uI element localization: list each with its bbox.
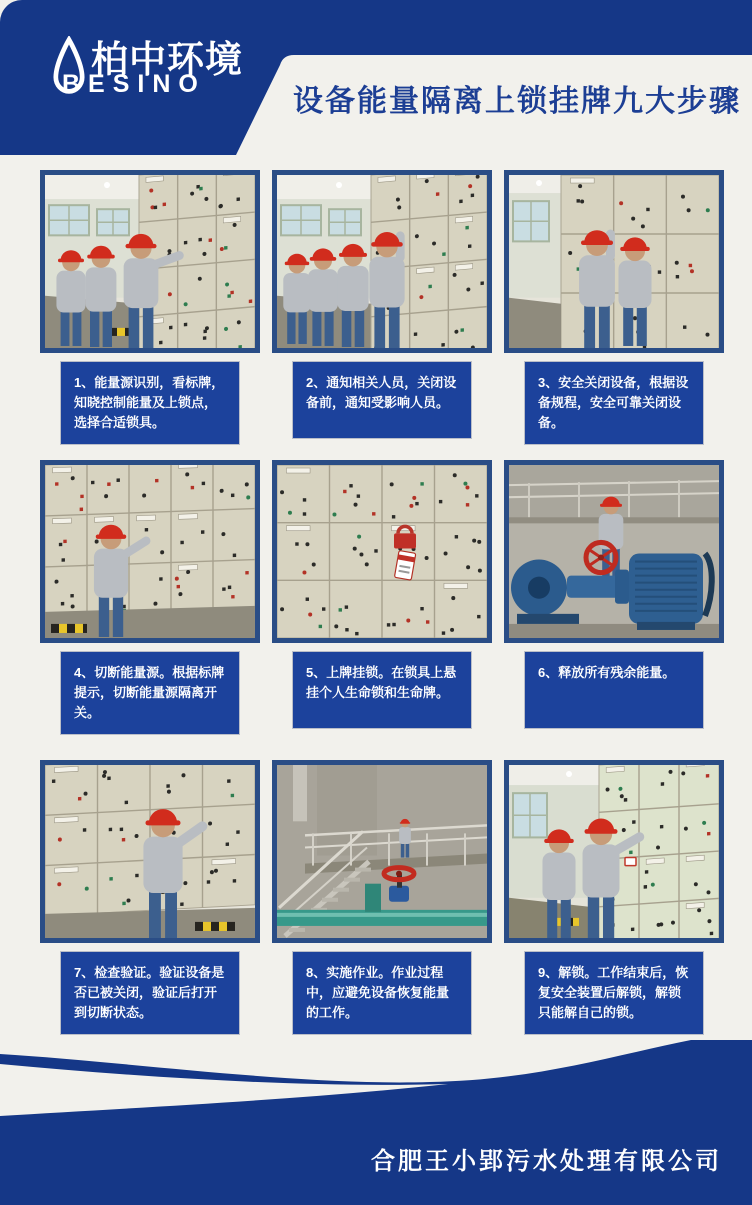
step-photo-1 xyxy=(40,170,260,353)
step-cell-3 xyxy=(504,170,724,444)
step-caption-9: 9、解锁。工作结束后，恢复安全装置后解锁，解锁只能解自己的锁。 xyxy=(525,952,703,1034)
photo-scene xyxy=(45,175,255,348)
step-photo-5 xyxy=(272,460,492,643)
photo-scene xyxy=(45,765,255,938)
step-caption-4: 4、切断能量源。根据标牌提示，切断能量源隔离开关。 xyxy=(61,652,239,734)
photo-scene xyxy=(509,465,719,638)
photo-scene xyxy=(509,175,719,348)
step-photo-9 xyxy=(504,760,724,943)
brand-name-en: BESINO xyxy=(62,70,206,98)
step-caption-2: 2、通知相关人员，关闭设备前，通知受影响人员。 xyxy=(293,362,471,438)
step-caption-7: 7、检查验证。验证设备是否已被关闭，验证后打开到切断状态。 xyxy=(61,952,239,1034)
step-photo-8 xyxy=(272,760,492,943)
photo-scene xyxy=(277,765,487,938)
poster-title: 设备能量隔离上锁挂牌九大步骤 xyxy=(293,85,741,118)
step-caption-6: 6、释放所有残余能量。 xyxy=(525,652,703,728)
step-caption-8: 8、实施作业。作业过程中，应避免设备恢复能量的工作。 xyxy=(293,952,471,1034)
step-cell-2 xyxy=(272,170,492,444)
brand-name-cn: 柏中环境 xyxy=(91,39,243,80)
photo-scene xyxy=(45,465,255,638)
step-cell-5 xyxy=(272,460,492,734)
step-cell-1 xyxy=(40,170,260,444)
photo-scene xyxy=(509,765,719,938)
steps-row-3 xyxy=(40,760,724,1034)
step-caption-3: 3、安全关闭设备，根据设备规程，安全可靠关闭设备。 xyxy=(525,362,703,444)
step-cell-8 xyxy=(272,760,492,1034)
footer-wave-graphic xyxy=(0,1040,752,1205)
photo-scene xyxy=(277,175,487,348)
step-photo-6 xyxy=(504,460,724,643)
step-photo-2 xyxy=(272,170,492,353)
brand-logo xyxy=(0,0,260,155)
step-photo-7 xyxy=(40,760,260,943)
company-name: 合肥王小郢污水处理有限公司 xyxy=(371,1148,722,1175)
footer xyxy=(0,1040,752,1205)
step-cell-6 xyxy=(504,460,724,734)
step-photo-4 xyxy=(40,460,260,643)
step-cell-4 xyxy=(40,460,260,734)
header xyxy=(0,0,752,155)
photo-scene xyxy=(277,465,487,638)
step-cell-9 xyxy=(504,760,724,1034)
step-photo-3 xyxy=(504,170,724,353)
step-caption-1: 1、能量源识别，看标牌，知晓控制能量及上锁点，选择合适锁具。 xyxy=(61,362,239,444)
steps-row-2 xyxy=(40,460,724,734)
step-cell-7 xyxy=(40,760,260,1034)
steps-row-1 xyxy=(40,170,724,444)
step-caption-5: 5、上牌挂锁。在锁具上悬挂个人生命锁和生命牌。 xyxy=(293,652,471,728)
